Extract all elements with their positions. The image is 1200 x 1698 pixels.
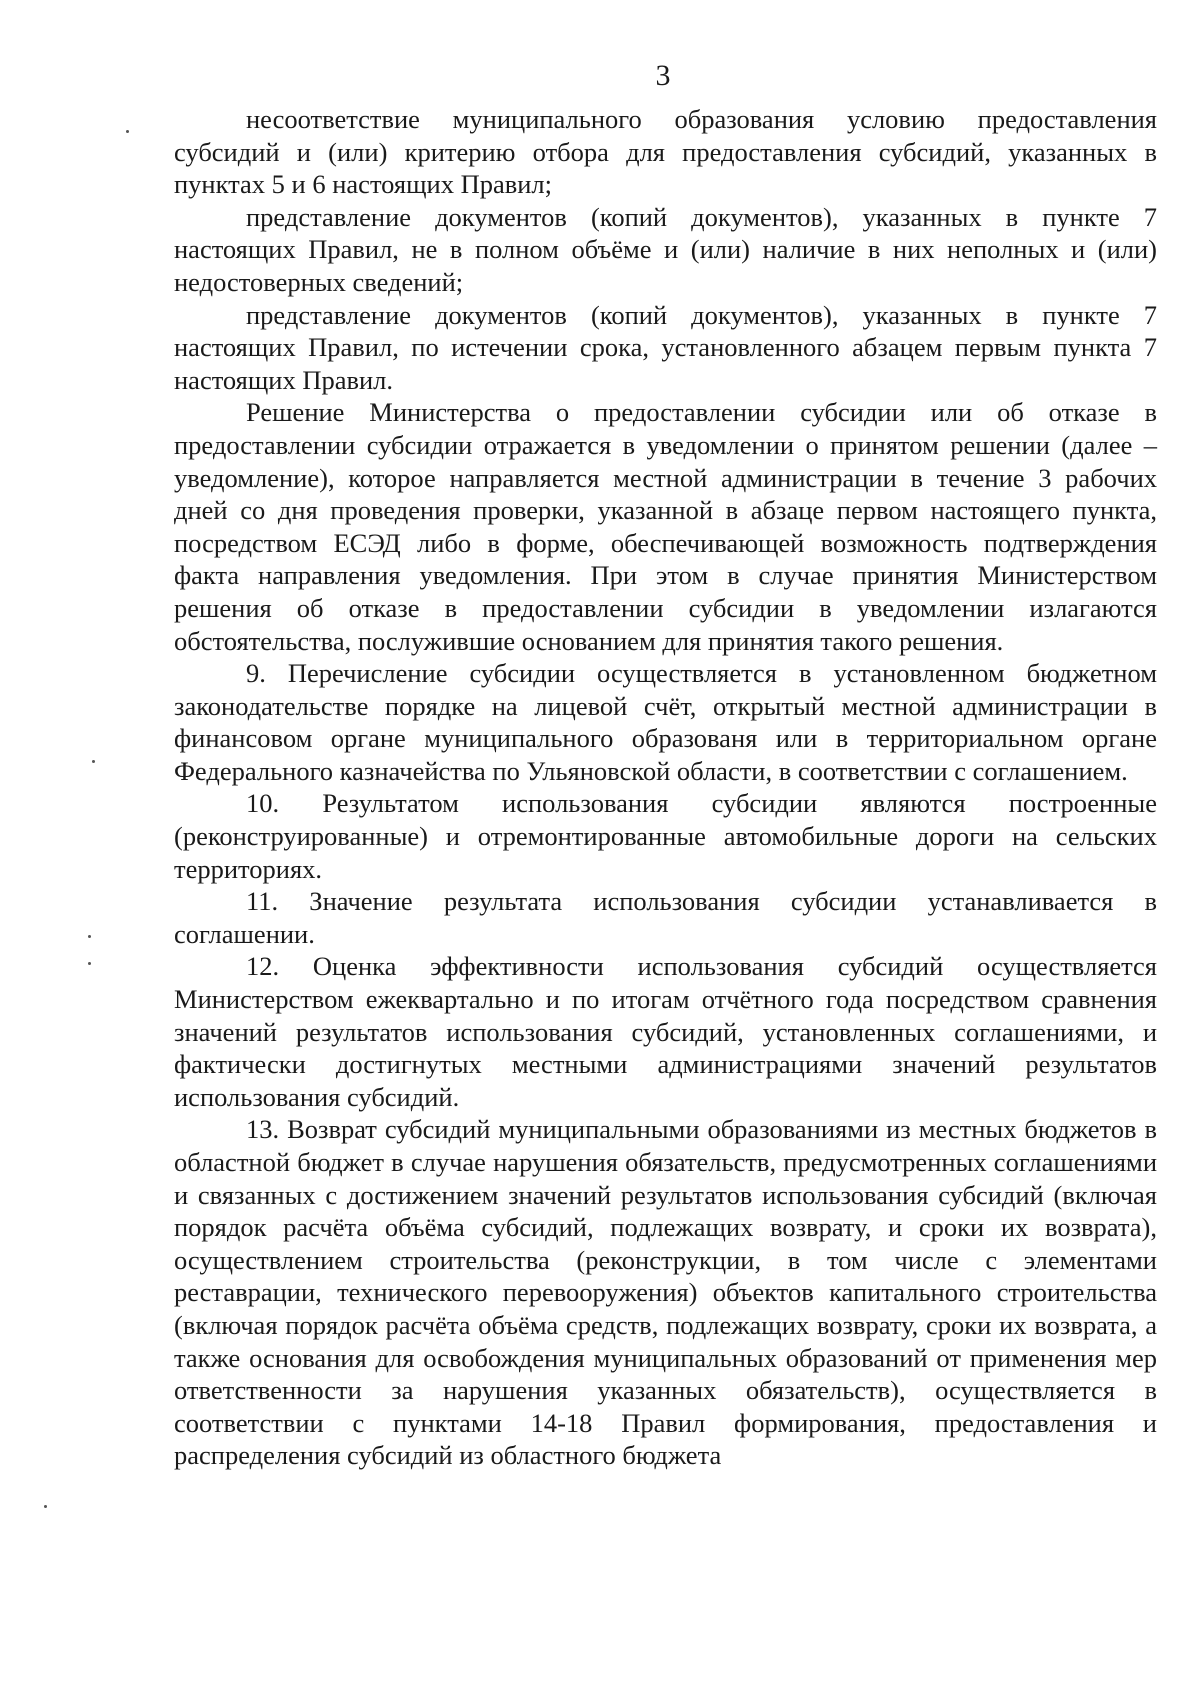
scan-speck	[88, 962, 91, 965]
scan-speck	[92, 760, 95, 763]
scan-speck	[44, 1505, 47, 1508]
paragraph-late-documents: представление документов (копий документов), указанных в пункте 7 настоящих Правил, по истечении срока, установленного абзацем первым пункта 7 настоящих Правил.	[174, 299, 1157, 395]
paragraph-incomplete-documents: представление документов (копий документов), указанных в пункте 7 настоящих Правил, не в полном объёме и (или) наличие в них неполных и (или) недостоверных сведений;	[174, 201, 1157, 297]
paragraph-item-12: 12. Оценка эффективности использования субсидий осуществляется Министерством ежеквартально и по итогам отчётного года посредством сравнения значений результатов использования субсидий, установленных соглашениями, и фактически достигнутых местными администрациями значений результатов использования субсидий.	[174, 951, 1157, 1112]
paragraph-item-10: 10. Результатом использования субсидии являются построенные (реконструированные) и отремонтированные автомобильные дороги на сельских территориях.	[174, 788, 1157, 884]
paragraph-item-13: 13. Возврат субсидий муниципальными образованиями из местных бюджетов в областной бюджет в случае нарушения обязательств, предусмотренных соглашениями и связанных с достижением значений результатов использования субсидий (включая порядок расчёта объёма субсидий, подлежащих возврату, и сроки их возврата), осуществлением строительства (реконструкции, в том числе с элементами реставрации, технического перевооружения) объектов капитального строительства (включая порядок расчёта объёма средств, подлежащих возврату, сроки их возврата, а также основания для освобождения муниципальных образований от применения мер ответственности за нарушения указанных обязательств), осуществляется в соответствии с пунктами 14-18 Правил формирования, предоставления и распределения субсидий из областного бюджета	[174, 1114, 1157, 1471]
scan-speck	[126, 130, 129, 133]
scan-speck	[88, 935, 91, 938]
paragraph-item-9: 9. Перечисление субсидии осуществляется в установленном бюджетном законодательстве порядке на лицевой счёт, открытый местной администрации в финансовом органе муниципального образованя или в территориальном органе Федерального казначейства по Ульяновской области, в соответствии с соглашением.	[174, 658, 1157, 786]
paragraph-criteria-mismatch: несоответствие муниципального образования условию предоставления субсидий и (или) критерию отбора для предоставления субсидий, указанных в пунктах 5 и 6 настоящих Правил;	[174, 104, 1157, 200]
paragraph-ministry-decision: Решение Министерства о предоставлении субсидии или об отказе в предоставлении субсидии отражается в уведомлении о принятом решении (далее – уведомление), которое направляется местной администрации в течение 3 рабочих дней со дня проведения проверки, указанной в абзаце первом настоящего пункта, посредством ЕСЭД либо в форме, обеспечивающей возможность подтверждения факта направления уведомления. При этом в случае принятия Министерством решения об отказе в предоставлении субсидии в уведомлении излагаются обстоятельства, послужившие основанием для принятия такого решения.	[174, 397, 1157, 656]
paragraph-item-11: 11. Значение результата использования субсидии устанавливается в соглашении.	[174, 886, 1157, 949]
page-number: 3	[655, 59, 671, 92]
document-body	[174, 103, 1157, 1472]
